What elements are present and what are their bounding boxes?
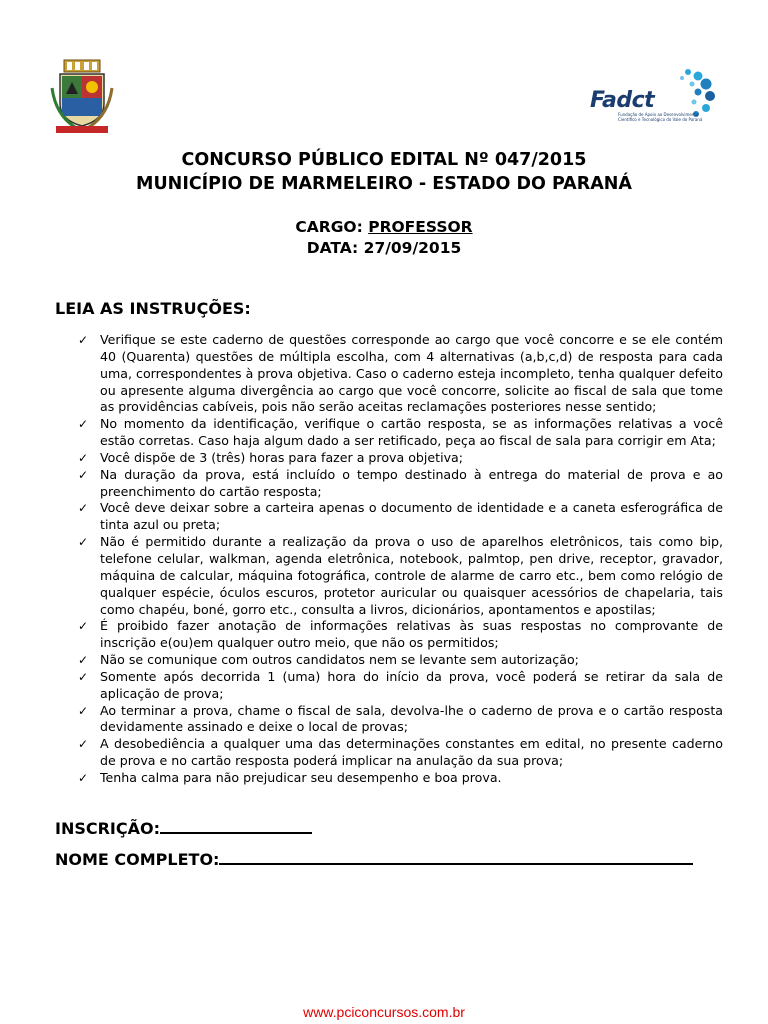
instruction-text: Ao terminar a prova, chame o fiscal de sala, devolva-lhe o caderno de prova e o cartão resposta devidamente assinado e deixe o local de provas; [100,702,723,735]
cargo-label: CARGO: [295,218,369,236]
instruction-text: Somente após decorrida 1 (uma) hora do início da prova, você poderá se retirar da sala de aplicação de prova; [100,668,723,701]
municipal-coat-of-arms-icon [50,58,114,136]
check-icon: ✓ [78,653,89,668]
check-icon: ✓ [78,417,89,432]
date-label: DATA: [306,239,364,257]
list-item [78,416,723,450]
cargo-line [0,216,768,238]
nome-completo-label: NOME COMPLETO: [55,850,220,869]
instructions-list [78,332,723,787]
check-icon: ✓ [78,703,89,718]
instruction-text: Você dispõe de 3 (três) horas para fazer a prova objetiva; [100,449,463,465]
instruction-text: A desobediência a qualquer uma das determinações constantes em edital, no presente caderno de prova e no cartão resposta poderá implicar na anulação da sua prova; [100,736,723,769]
list-item [78,770,723,787]
list-item [78,332,723,416]
list-item [78,736,723,770]
inscricao-label: INSCRIÇÃO: [55,819,161,838]
list-item [78,652,723,669]
instruction-text: É proibido fazer anotação de informações relativas às suas respostas no comprovante de inscrição e(ou)em qualquer outro meio, que não os permitidos; [100,618,723,651]
nome-completo-blank-line[interactable] [219,849,693,865]
fadct-logo [590,66,716,130]
inscricao-blank-line[interactable] [160,818,312,834]
instruction-text: Tenha calma para não prejudicar seu desempenho e boa prova. [100,769,502,785]
check-icon: ✓ [78,333,89,347]
fadct-logo-text: Fadct [590,88,655,113]
check-icon: ✓ [78,770,89,785]
instruction-text: No momento da identificação, verifique o cartão resposta, se as informações relativas a você estão corretas. Caso haja algum dado a ser retificado, peça ao fiscal de sala para corrigir em Ata; [100,416,723,449]
footer-website-link[interactable]: www.pciconcursos.com.br [303,1004,465,1020]
nome-completo-field[interactable] [55,849,693,871]
check-icon: ✓ [78,737,89,752]
check-icon: ✓ [78,501,89,516]
list-item [78,703,723,737]
instruction-text: Você deve deixar sobre a carteira apenas o documento de identidade e a caneta esferográfica de tinta azul ou preta; [100,500,723,533]
date-value: 27/09/2015 [363,239,462,257]
instruction-text: Verifique se este caderno de questões corresponde ao cargo que você concorre e se ele contém 40 (Quarenta) questões de múltipla escolha, com 4 alternativas (a,b,c,d) de resposta para cada uma, correspondentes à prova objetiva. Caso o caderno esteja incompleto, tenha qualquer defeito ou apresente alguma divergência ao cargo que você concorre, solicite ao fiscal de sala que tome as providências cabíveis, pois não serão aceitas reclamações posteriores nesse sentido; [100,332,723,415]
cargo-value: PROFESSOR [368,218,473,236]
exam-subtitle: MUNICÍPIO DE MARMELEIRO - ESTADO DO PARANÁ [136,174,632,194]
check-icon: ✓ [78,619,89,634]
check-icon: ✓ [78,669,89,684]
instructions-heading: LEIA AS INSTRUÇÕES: [55,299,251,318]
list-item [78,534,723,618]
list-item [78,450,723,467]
instruction-text: Não é permitido durante a realização da prova o uso de aparelhos eletrônicos, tais como bip, telefone celular, walkman, agenda eletrônica, notebook, palmtop, pen drive, receptor, gravador, máquina de calcular, máquina fotográfica, controle de alarme de carro etc., bem como relógio de qualquer espécie, óculos escuros, protetor auricular ou quaisquer acessórios de chapelaria, tais como chapéu, boné, gorro etc., consulta a livros, dicionários, apontamentos e apostilas; [100,534,723,617]
list-item [78,467,723,501]
fadct-logo-subtext: Fundação de Apoio ao Desenvolvimento Científico e Tecnológico do Vale do Paraná [618,112,703,122]
inscricao-field[interactable] [55,818,312,840]
exam-title: CONCURSO PÚBLICO EDITAL Nº 047/2015 [181,150,587,170]
check-icon: ✓ [78,535,89,550]
list-item [78,669,723,703]
list-item [78,500,723,534]
check-icon: ✓ [78,450,89,465]
instruction-text: Na duração da prova, está incluído o tempo destinado à entrega do material de prova e ao preenchimento do cartão resposta; [100,466,723,499]
instruction-text: Não se comunique com outros candidatos nem se levante sem autorização; [100,652,579,668]
check-icon: ✓ [78,467,89,482]
list-item [78,618,723,652]
date-line [0,237,768,259]
